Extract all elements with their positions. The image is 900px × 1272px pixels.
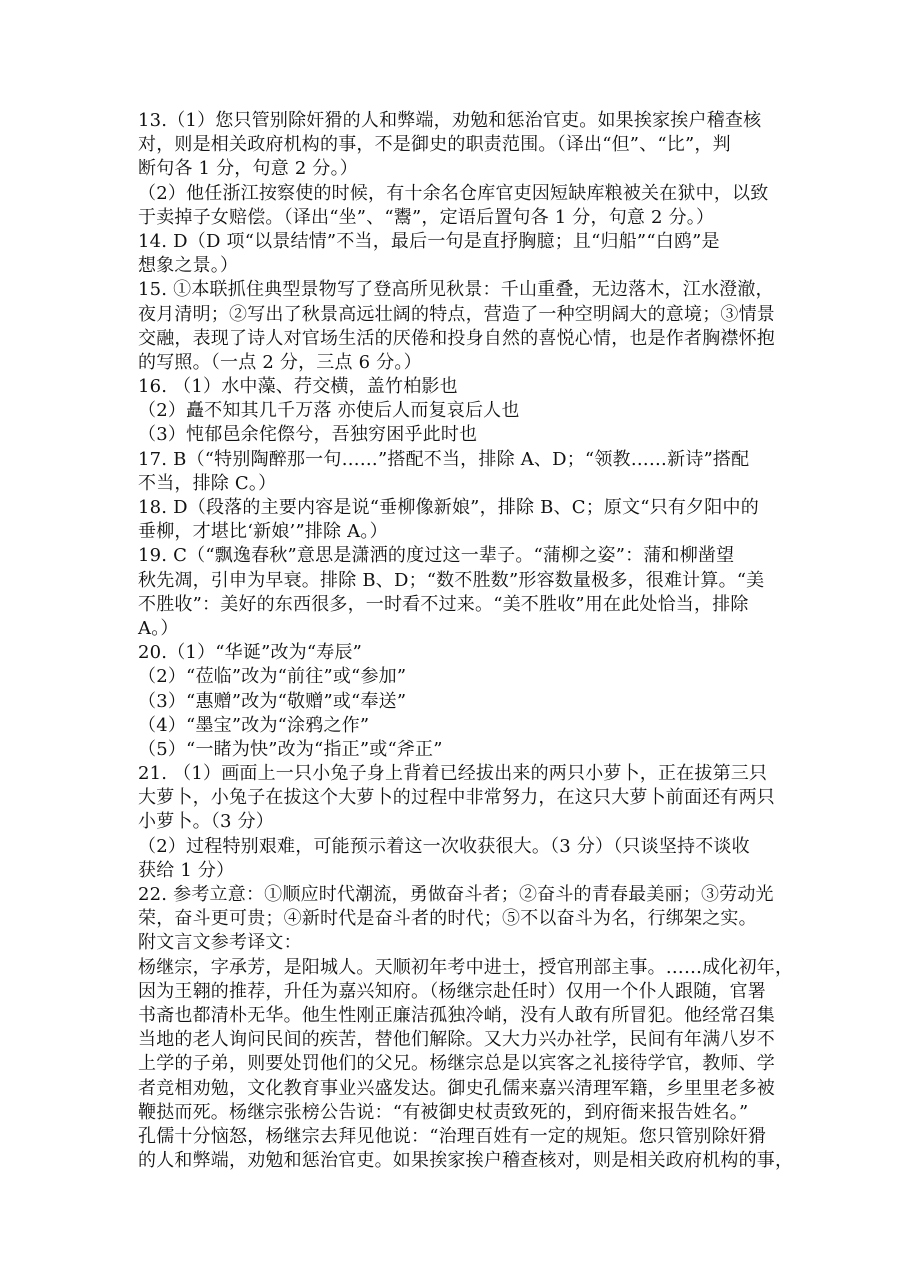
answer-key-page [138, 109, 794, 1197]
text-line: 小萝卜。（3 分） [138, 811, 274, 833]
text-line: 不胜收”：美好的东西很多，一时看不过来。“美不胜收”用在此处恰当，排除 [138, 593, 749, 615]
text-line: 当地的老人询问民间的疾苦，替他们解除。又大力兴办社学，民间有年满八岁不 [138, 1029, 775, 1051]
text-line: 交融，表现了诗人对官场生活的厌倦和投身自然的喜悦心情，也是作者胸襟怀抱 [138, 327, 775, 349]
text-line: 获给 1 分） [138, 859, 235, 881]
text-line: （2）他任浙江按察使的时候，有十余名仓库官吏因短缺库粮被关在狱中，以致 [138, 182, 769, 204]
text-line: 杨继宗，字承芳，是阳城人。天顺初年考中进士，授官刑部主事。……成化初年， [138, 956, 794, 978]
text-line: （2）矗不知其几千万落 亦使后人而复哀后人也 [138, 400, 520, 422]
text-line: 13.（1）您只管别除奸猾的人和弊端，劝勉和惩治官吏。如果挨家挨户稽查核 [138, 110, 762, 131]
text-line: 22. 参考立意：①顺应时代潮流，勇做奋斗者；②奋斗的青春最美丽；③劳动光 [138, 884, 774, 905]
text-line: 21. （1）画面上一只小兔子身上背着已经拔出来的两只小萝卜，正在拔第三只 [138, 763, 768, 785]
text-line: 于卖掉子女赔偿。（译出“坐”、“鬻”，定语后置句各 1 分，句意 2 分。） [138, 206, 715, 228]
text-line: （4）“墨宝”改为“涂鸦之作” [138, 714, 370, 736]
text-line: 上学的子弟，则要处罚他们的父兄。杨继宗总是以宾客之礼接待学官，教师、学 [138, 1053, 775, 1075]
text-line: 对，则是相关政府机构的事，不是御史的职责范围。（译出“但”、“比”，判 [138, 134, 731, 156]
text-line: 书斋也都清朴无华。他生性刚正廉洁孤独冷峭，没有人敢有所冒犯。他经常召集 [138, 1004, 775, 1026]
text-line: A。） [138, 617, 179, 639]
text-line: 想象之景。） [138, 255, 239, 277]
text-line: 14. D（D 项“以景结情”不当，最后一句是直抒胸臆；且“归船”“白鸥”是 [138, 230, 720, 252]
text-line: 鞭挞而死。杨继宗张榜公告说：“有被御史杖责致死的，到府衙来报告姓名。” [138, 1101, 749, 1123]
text-line: 者竞相劝勉，文化教育事业兴盛发达。御史孔儒来嘉兴清理军籍，乡里里老多被 [138, 1077, 775, 1099]
text-line: 大萝卜，小兔子在拔这个大萝卜的过程中非常努力，在这只大萝卜前面还有两只 [138, 787, 775, 809]
text-line: 17. B（“特别陶醉那一句……”搭配不当，排除 A、D；“领教……新诗”搭配 [138, 448, 750, 470]
text-line: （3）“惠赠”改为“敬赠”或“奉送” [138, 690, 407, 712]
text-line: 不当，排除 C。） [138, 472, 277, 494]
text-line: （2）过程特别艰难，可能预示着这一次收获很大。（3 分）（只谈坚持不谈收 [138, 835, 750, 857]
text-line: 16. （1）水中藻、荇交横，盖竹柏影也 [138, 376, 458, 398]
text-line: 15. ①本联抓住典型景物写了登高所见秋景：千山重叠，无边落木，江水澄澈， [138, 279, 774, 301]
text-line: 的人和弊端，劝勉和惩治官吏。如果挨家挨户稽查核对，则是相关政府机构的事， [138, 1150, 794, 1172]
text-line: 20.（1）“华诞”改为“寿辰” [138, 642, 363, 664]
text-line [138, 1173, 778, 1197]
text-line: 19. C（“飘逸春秋”意思是潇洒的度过这一辈子。“蒲柳之姿”：蒲和柳凿望 [138, 545, 735, 567]
text-line: 断句各 1 分，句意 2 分。） [138, 158, 358, 180]
text-line: 的写照。（一点 2 分，三点 6 分。） [138, 351, 422, 373]
text-line: 因为王翱的推荐，升任为嘉兴知府。（杨继宗赴任时）仅用一个仆人跟随，官署 [138, 980, 766, 1002]
text-line: （2）“莅临”改为“前往”或“参加” [138, 666, 407, 688]
text-line: 夜月清明；②写出了秋景高远壮阔的特点，营造了一种空明阔大的意境；③情景 [138, 303, 775, 325]
text-line: 孔儒十分恼怒，杨继宗去拜见他说：“治理百姓有一定的规矩。您只管别除奸猾 [138, 1125, 767, 1147]
text-line: 秋先凋，引申为早衰。排除 B、D；“数不胜数”形容数量极多，很难计算。“美 [138, 569, 765, 591]
text-line: （3）忳郁邑余侘傺兮，吾独穷困乎此时也 [138, 424, 478, 446]
text-line: 附文言文参考译文： [138, 932, 302, 954]
text-line: 垂柳，才堪比‘新娘’”排除 A。） [138, 521, 388, 543]
text-line: 18. D（段落的主要内容是说“垂柳像新娘”，排除 B、C；原文“只有夕阳中的 [138, 497, 759, 518]
text-line: （5）“一睹为快”改为“指正”或“斧正” [138, 738, 443, 760]
text-line: 荣，奋斗更可贵；④新时代是奋斗者的时代；⑤不以奋斗为名，行绑架之实。 [138, 908, 757, 930]
